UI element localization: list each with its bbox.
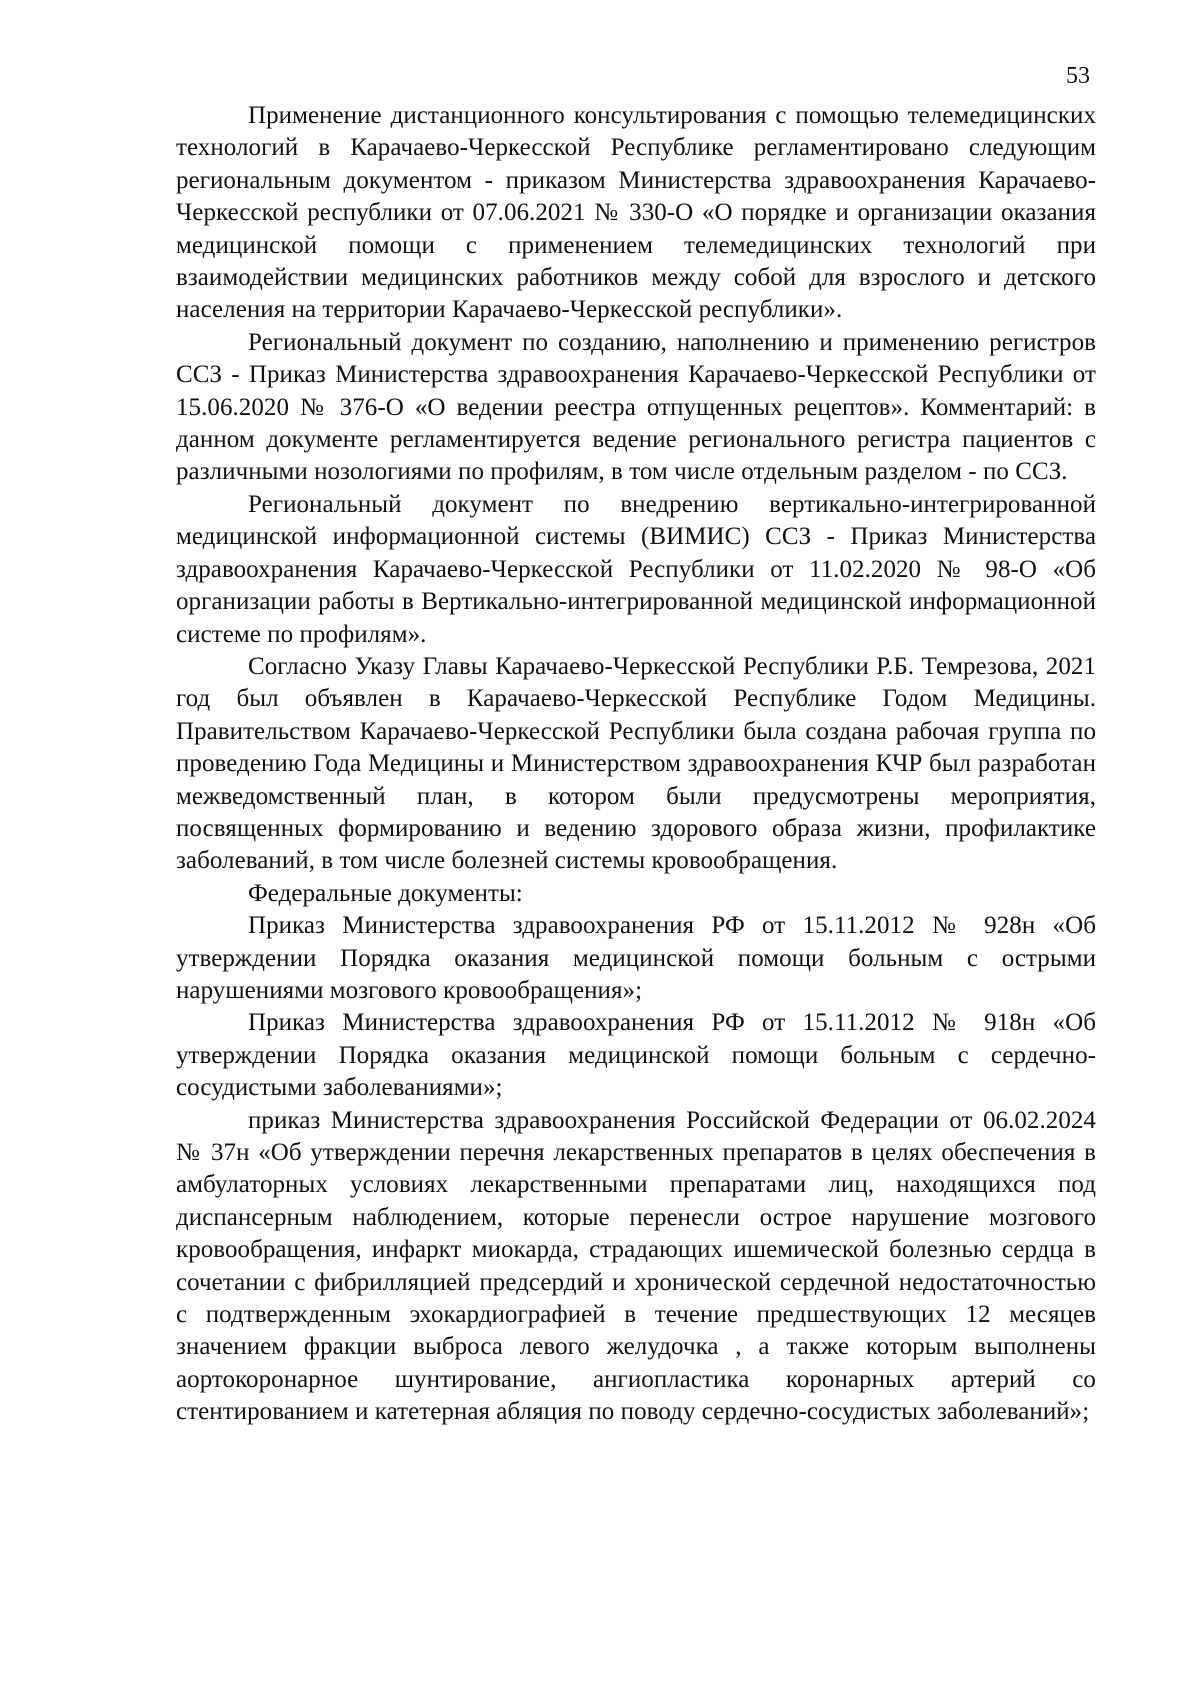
- paragraph-telemedicine-consulting: Применение дистанционного консультирования с помощью телемедицинских технологий в Карачаево-Черкесской Республике регламентировано следующим региональным документом - приказом Министерства здравоохранения Карачаево-Черкесской республики от 07.06.2021 № 330-О «О порядке и организации оказания медицинской помощи с применением телемедицинских технологий при взаимодействии медицинских работников между собой для взрослого и детского населения на территории Карачаево-Черкесской республики».: [176, 102, 1096, 324]
- paragraph-order-928n: Приказ Министерства здравоохранения РФ от 15.11.2012 № 928н «Об утверждении Порядка оказания медицинской помощи больным с острыми нарушениями мозгового кровообращения»;: [176, 912, 1096, 1004]
- paragraph-vimis: Региональный документ по внедрению вертикально-интегрированной медицинской информационной системы (ВИМИС) ССЗ - Приказ Министерства здравоохранения Карачаево-Черкесской Республики от 11.02.2020 № 98-О «Об организации работы в Вертикально-интегрированной медицинской информационной системе по профилям».: [176, 490, 1096, 648]
- paragraph-order-918n: Приказ Министерства здравоохранения РФ от 15.11.2012 № 918н «Об утверждении Порядка оказания медицинской помощи больным с сердечно-сосудистыми заболеваниями»;: [176, 1009, 1096, 1102]
- paragraph-registers: Региональный документ по созданию, наполнению и применению регистров ССЗ - Приказ Министерства здравоохранения Карачаево-Черкесской Республики от 15.06.2020 № 376-О «О ведении реестра отпущенных рецептов». Комментарий: в данном документе регламентируется ведение регионального регистра пациентов с различными нозологиями по профилям, в том числе отдельным разделом - по ССЗ.: [176, 328, 1096, 486]
- page-number: 53: [1066, 63, 1090, 89]
- document-body: [176, 100, 1096, 1429]
- paragraph-year-of-medicine: Согласно Указу Главы Карачаево-Черкесской Республики Р.Б. Темрезова, 2021 год был объявлен в Карачаево-Черкесской Республике Годом Медицины. Правительством Карачаево-Черкесской Республики была создана рабочая группа по проведению Года Медицины и Министерством здравоохранения КЧР был разработан межведомственный план, в котором были предусмотрены мероприятия, посвященных формированию и ведению здорового образа жизни, профилактике заболеваний, в том числе болезней системы кровообращения.: [176, 652, 1096, 875]
- paragraph-federal-documents-heading: Федеральные документы:: [248, 879, 523, 907]
- paragraph-order-37n: приказ Министерства здравоохранения Российской Федерации от 06.02.2024 № 37н «Об утверждении перечня лекарственных препаратов в целях обеспечения в амбулаторных условиях лекарственными препаратами лиц, находящихся под диспансерным наблюдением, которые перенесли острое нарушение мозгового кровообращения, инфаркт миокарда, страдающих ишемической болезнью сердца в сочетании с фибрилляцией предсердий и хронической сердечной недостаточностью с подтвержденным эхокардиографией в течение предшествующих 12 месяцев значением фракции выброса левого желудочка , а также которым выполнены аортокоронарное шунтирование, ангиопластика коронарных артерий со стентированием и катетерная абляция по поводу сердечно-сосудистых заболеваний»;: [176, 1106, 1096, 1426]
